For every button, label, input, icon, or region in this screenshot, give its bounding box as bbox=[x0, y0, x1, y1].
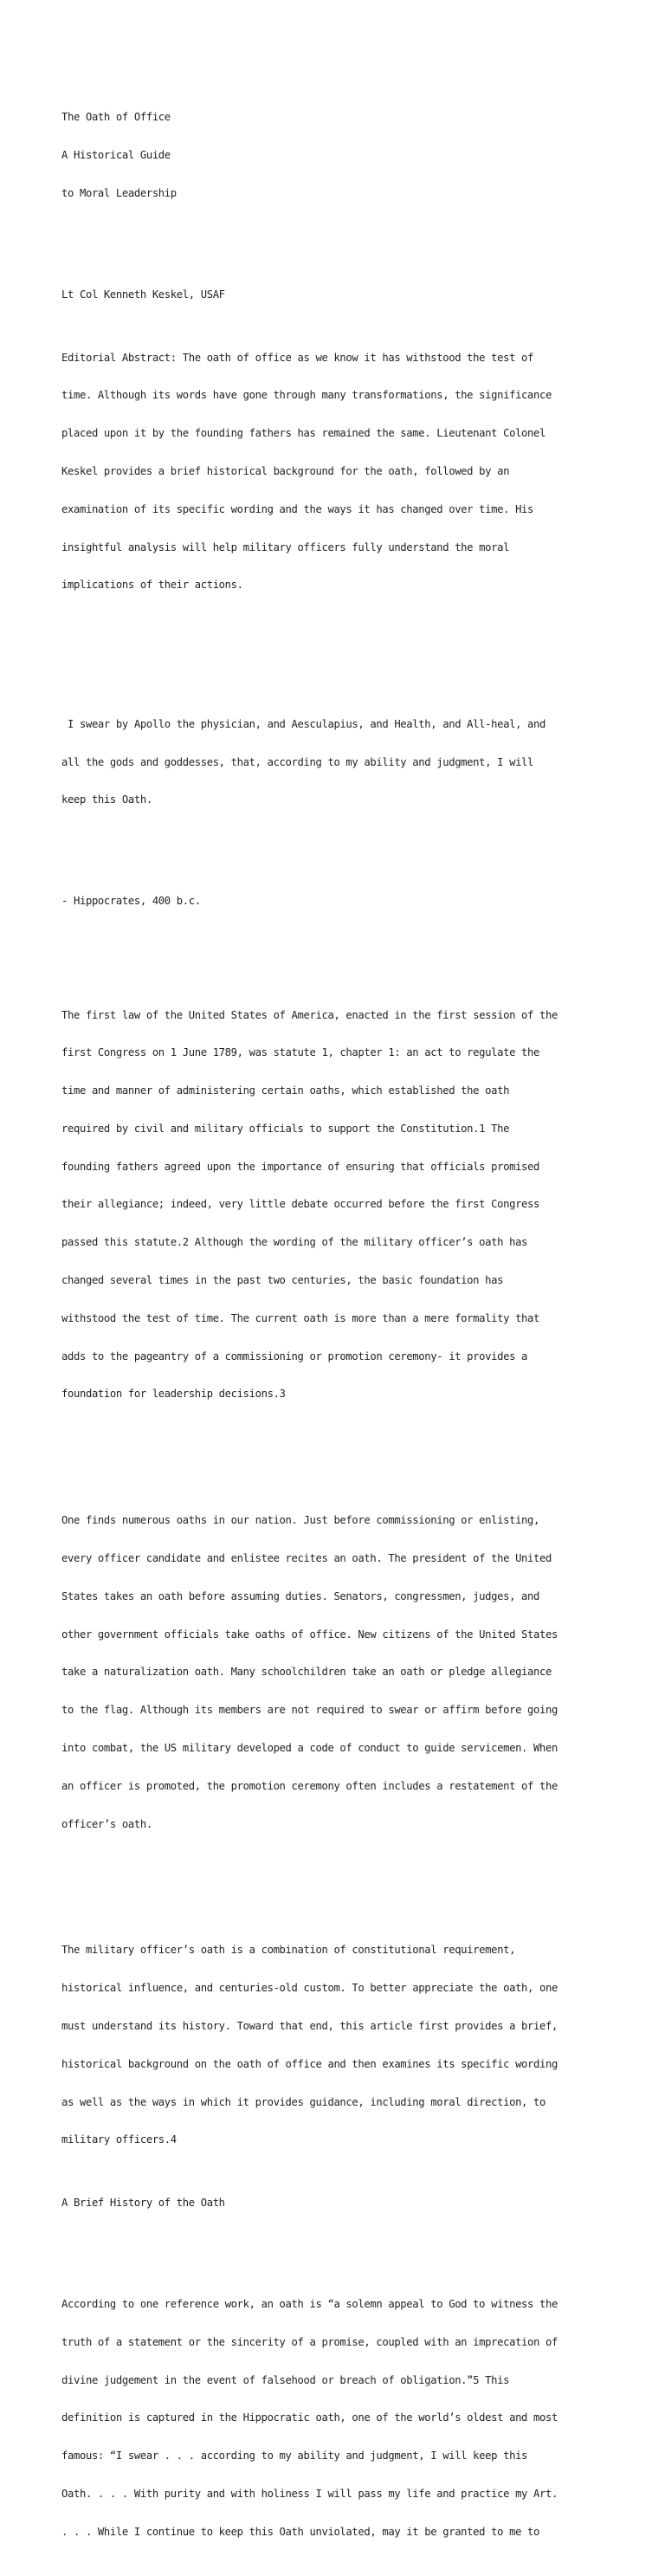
paragraph-line: changed several times in the past two centuries, the basic foundation has bbox=[61, 1274, 504, 1286]
paragraph-line: must understand its history. Toward that end, this article first provides a brief, bbox=[61, 2020, 558, 2033]
title-line: to Moral Leadership bbox=[61, 186, 177, 199]
paragraph-line: other government officials take oaths of office. New citizens of the United States bbox=[61, 1628, 558, 1641]
paragraph-line: famous: “I swear . . . according to my ability and judgment, I will keep this bbox=[61, 2450, 528, 2463]
body-paragraph-2 bbox=[61, 1489, 616, 1855]
paragraph-line: definition is captured in the Hippocratic oath, one of the world’s oldest and most bbox=[61, 2411, 558, 2424]
paragraph-line: historical influence, and centuries-old custom. To better appreciate the oath, one bbox=[61, 1982, 558, 1995]
paragraph-line: military officers.4 bbox=[61, 2133, 177, 2146]
editorial-abstract bbox=[61, 326, 616, 617]
paragraph-line: States takes an oath before assuming duties. Senators, congressmen, judges, and bbox=[61, 1589, 540, 1602]
abstract-line: Editorial Abstract: The oath of office as we know it has withstood the test of bbox=[61, 351, 534, 364]
paragraph-line: . . . While I continue to keep this Oath unviolated, may it be granted to me to bbox=[61, 2525, 540, 2538]
title-line: The Oath of Office bbox=[61, 111, 171, 124]
paragraph-line: historical background on the oath of office and then examines its specific wording bbox=[61, 2057, 558, 2070]
paragraph-line: every officer candidate and enlistee recites an oath. The president of the United bbox=[61, 1552, 552, 1565]
document-page bbox=[61, 61, 616, 2576]
abstract-line: placed upon it by the founding fathers has remained the same. Lieutenant Colonel bbox=[61, 427, 546, 440]
quote-line: all the gods and goddesses, that, according to my ability and judgment, I will bbox=[61, 755, 534, 768]
title-line: A Historical Guide bbox=[61, 149, 171, 162]
abstract-line: examination of its specific wording and the ways it has changed over time. His bbox=[61, 502, 534, 515]
body-paragraph-1 bbox=[61, 983, 616, 1426]
paragraph-line: withstood the test of time. The current oath is more than a mere formality that bbox=[61, 1311, 540, 1324]
paragraph-line: According to one reference work, an oath is “a solemn appeal to God to witness the bbox=[61, 2298, 558, 2311]
abstract-line: implications of their actions. bbox=[61, 579, 243, 592]
paragraph-line: foundation for leadership decisions.3 bbox=[61, 1388, 286, 1401]
quote-line: keep this Oath. bbox=[61, 793, 152, 806]
author-line: Lt Col Kenneth Keskel, USAF bbox=[61, 288, 225, 301]
paragraph-line: first Congress on 1 June 1789, was statute 1, chapter 1: an act to regulate the bbox=[61, 1046, 540, 1059]
paragraph-line: Oath. . . . With purity and with holiness I will pass my life and practice my Art. bbox=[61, 2488, 558, 2500]
paragraph-line: founding fathers agreed upon the importance of ensuring that officials promised bbox=[61, 1160, 540, 1173]
paragraph-line: officer’s oath. bbox=[61, 1817, 152, 1830]
epigraph-quote bbox=[61, 693, 616, 832]
paragraph-line: The first law of the United States of America, enacted in the first session of the bbox=[61, 1008, 558, 1021]
paragraph-line: time and manner of administering certain oaths, which established the oath bbox=[61, 1084, 510, 1097]
abstract-line: insightful analysis will help military officers fully understand the moral bbox=[61, 540, 510, 553]
paragraph-line: One finds numerous oaths in our nation. Just before commissioning or enlisting, bbox=[61, 1514, 540, 1527]
paragraph-line: as well as the ways in which it provides guidance, including moral direction, to bbox=[61, 2095, 546, 2108]
body-paragraph-4 bbox=[61, 2273, 616, 2564]
paragraph-line: an officer is promoted, the promotion ceremony often includes a restatement of the bbox=[61, 1779, 558, 1792]
body-paragraph-3 bbox=[61, 1919, 616, 2171]
paragraph-line: adds to the pageantry of a commissioning or promotion ceremony- it provides a bbox=[61, 1349, 528, 1362]
document-title bbox=[61, 86, 616, 225]
quote-line: I swear by Apollo the physician, and Aesculapius, and Health, and All-heal, and bbox=[61, 717, 546, 730]
paragraph-line: take a naturalization oath. Many schoolchildren take an oath or pledge allegiance bbox=[61, 1666, 552, 1679]
section-heading: A Brief History of the Oath bbox=[61, 2197, 225, 2210]
paragraph-line: required by civil and military officials to support the Constitution.1 The bbox=[61, 1122, 510, 1135]
paragraph-line: divine judgement in the event of falsehood or breach of obligation.”5 This bbox=[61, 2373, 510, 2386]
paragraph-line: The military officer’s oath is a combination of constitutional requirement, bbox=[61, 1944, 516, 1957]
paragraph-line: their allegiance; indeed, very little debate occurred before the first Congress bbox=[61, 1198, 540, 1211]
abstract-line: Keskel provides a brief historical background for the oath, followed by an bbox=[61, 465, 510, 477]
abstract-line: time. Although its words have gone through many transformations, the significance bbox=[61, 389, 552, 402]
paragraph-line: truth of a statement or the sincerity of a promise, coupled with an imprecation of bbox=[61, 2335, 558, 2348]
paragraph-line: passed this statute.2 Although the wording of the military officer’s oath has bbox=[61, 1236, 528, 1249]
epigraph-attribution: - Hippocrates, 400 b.c. bbox=[61, 895, 201, 908]
paragraph-line: into combat, the US military developed a code of conduct to guide servicemen. When bbox=[61, 1741, 558, 1754]
paragraph-line: to the flag. Although its members are not required to swear or affirm before going bbox=[61, 1704, 558, 1717]
